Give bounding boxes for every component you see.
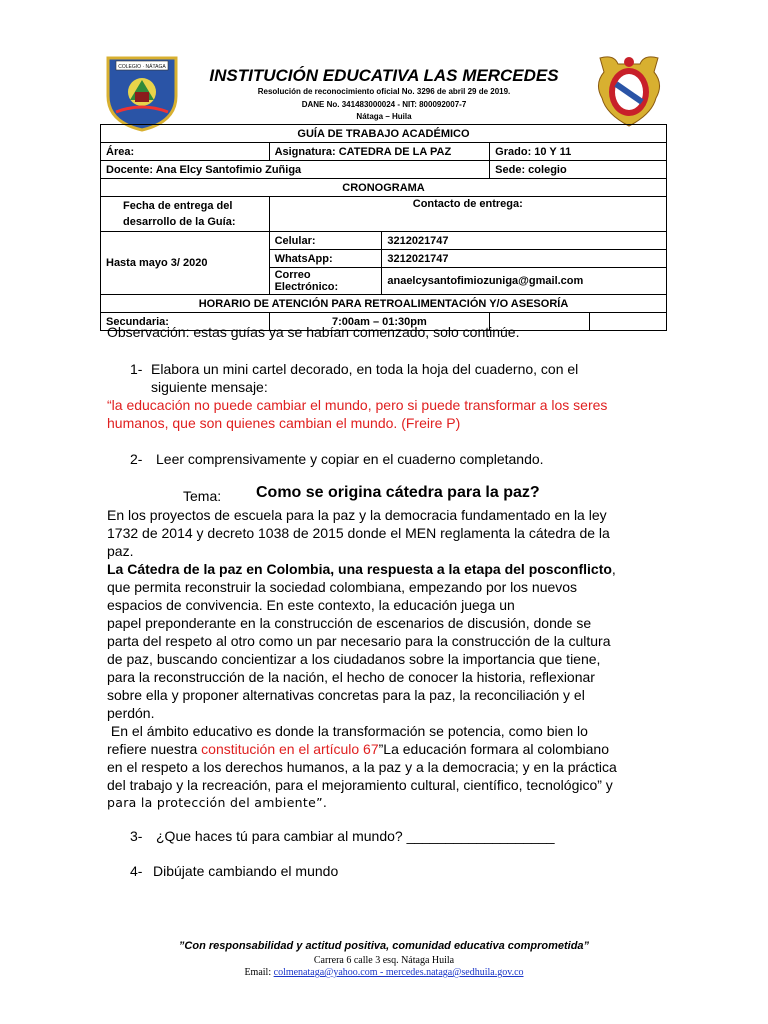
text-line: para la reconstrucción de la nación, el hecho de conocer la historia, reflexionar bbox=[107, 669, 595, 685]
text-line bbox=[107, 560, 653, 578]
deadline-cell: Hasta mayo 3/ 2020 bbox=[101, 232, 270, 295]
quote-line: humanos, que son quienes cambian el mundo. (Freire P) bbox=[107, 415, 461, 431]
item-4-number: 4- bbox=[130, 863, 143, 879]
subject-cell: Asignatura: CATEDRA DE LA PAZ bbox=[269, 143, 490, 161]
guide-info-table bbox=[100, 124, 667, 331]
footer-email-label: Email: bbox=[244, 967, 274, 978]
level-cell: Secundaria: bbox=[101, 313, 270, 331]
table-row bbox=[101, 125, 667, 143]
text-line: perdón. bbox=[107, 705, 155, 721]
item-1-line: siguiente mensaje: bbox=[151, 379, 268, 395]
contact-label: Contacto de entrega: bbox=[269, 197, 666, 232]
table-row bbox=[101, 197, 667, 232]
tema-title: Como se origina cátedra para la paz? bbox=[256, 484, 540, 501]
text-span: ”La educación formara al colombiano bbox=[378, 741, 609, 757]
item-1-line: Elabora un mini cartel decorado, en toda la hoja del cuaderno, con el bbox=[151, 361, 579, 377]
table-row bbox=[101, 232, 667, 250]
text-line: del trabajo y la recreación, para el mejoramiento cultural, científico, tecnológico” y bbox=[107, 777, 613, 793]
text-line: sobre ella y proponer alternativas concretas para la paz, la reconciliación y el bbox=[107, 687, 585, 703]
text-line: que permita reconstruir la sociedad colombiana, empezando por los nuevos bbox=[107, 579, 578, 595]
text-line: paz. bbox=[107, 543, 134, 559]
institution-title: INSTITUCIÓN EDUCATIVA LAS MERCEDES bbox=[209, 66, 559, 85]
place-line: Nátaga – Huila bbox=[356, 112, 412, 121]
freire-quote bbox=[107, 396, 667, 432]
cell-label: Celular: bbox=[269, 232, 382, 250]
table-row bbox=[101, 143, 667, 161]
whatsapp-label: WhatsApp: bbox=[269, 250, 382, 268]
item-1-text bbox=[151, 360, 671, 396]
table-row bbox=[101, 179, 667, 197]
paragraph-2-heading: La Cátedra de la paz en Colombia, una respuesta a la etapa del posconflicto bbox=[107, 561, 612, 577]
text-line: para la protección del ambiente”. bbox=[107, 795, 328, 810]
logo-banner-text: COLEGIO · NÁTAGA bbox=[118, 64, 166, 70]
heading-comma: , bbox=[611, 561, 616, 577]
area-label: Área: bbox=[101, 143, 270, 161]
constitution-reference: constitución en el artículo 67 bbox=[201, 741, 379, 757]
footer-slogan: ”Con responsabilidad y actitud positiva, comunidad educativa comprometida” bbox=[178, 940, 590, 952]
footer-email-links[interactable]: colmenataga@yahoo.com - mercedes.nataga@sedhuila.gov.co bbox=[273, 967, 524, 978]
text-line: de paz, buscando concientizar a los ciudadanos sobre la importancia que tiene, bbox=[107, 651, 601, 667]
quote-line: “la educación no puede cambiar el mundo, pero si puede transformar a los seres bbox=[107, 397, 608, 413]
footer-address: Carrera 6 calle 3 esq. Nátaga Huila bbox=[313, 955, 455, 966]
delivery-date-label: Fecha de entrega del desarrollo de la Guía: bbox=[101, 197, 270, 232]
teacher-cell: Docente: Ana Elcy Santofimio Zuñiga bbox=[101, 161, 490, 179]
table-row bbox=[101, 295, 667, 313]
item-1-number: 1- bbox=[130, 361, 143, 377]
paragraph-1 bbox=[107, 506, 653, 812]
text-span: refiere nuestra bbox=[107, 741, 202, 757]
hours-title: HORARIO DE ATENCIÓN PARA RETROALIMENTACIÓN Y/O ASESORÍA bbox=[101, 295, 667, 313]
email-value: anaelcysantofimiozuniga@gmail.com bbox=[382, 268, 667, 295]
table-row bbox=[101, 161, 667, 179]
text-line: parta del respeto al otro como un par necesario para la construcción de la cultura bbox=[107, 633, 611, 649]
resolution-line: Resolución de reconocimiento oficial No. 3296 de abril 29 de 2019. bbox=[257, 87, 511, 96]
item-3-text: ¿Que haces tú para cambiar al mundo? ___________________ bbox=[156, 828, 555, 844]
text-line: espacios de convivencia. En este contexto, la educación juega un bbox=[107, 597, 515, 613]
text-line: papel preponderante en la construcción de escenarios de discusión, donde se bbox=[107, 615, 592, 631]
dane-line: DANE No. 341483000024 - NIT: 800092007-7 bbox=[301, 100, 467, 109]
text-line bbox=[107, 740, 653, 758]
item-3-number: 3- bbox=[130, 828, 143, 844]
text-line: 1732 de 2014 y decreto 1038 de 2015 donde el MEN reglamenta la cátedra de la bbox=[107, 525, 610, 541]
item-2-text: Leer comprensivamente y copiar en el cuaderno completando. bbox=[156, 451, 544, 467]
text-line: En el ámbito educativo es donde la transformación se potencia, como bien lo bbox=[107, 723, 588, 739]
observation-text: Observación: estas guías ya se habían comenzado, solo continúe. bbox=[107, 324, 520, 340]
schedule-title: CRONOGRAMA bbox=[101, 179, 667, 197]
footer-email-line bbox=[0, 967, 768, 978]
item-4-text: Dibújate cambiando el mundo bbox=[153, 863, 339, 879]
site-cell: Sede: colegio bbox=[490, 161, 667, 179]
email-label: Correo Electrónico: bbox=[269, 268, 382, 295]
tema-label: Tema: bbox=[183, 488, 222, 504]
whatsapp-value: 3212021747 bbox=[382, 250, 667, 268]
text-line: en el respeto a los derechos humanos, a la paz y a la democracia; y en la práctica bbox=[107, 759, 617, 775]
grade-cell: Grado: 10 Y 11 bbox=[490, 143, 667, 161]
item-2-number: 2- bbox=[130, 451, 143, 467]
guide-title: GUÍA DE TRABAJO ACADÉMICO bbox=[101, 125, 667, 143]
hours-cell: 7:00am – 01:30pm bbox=[269, 313, 490, 331]
cell-value: 3212021747 bbox=[382, 232, 667, 250]
text-line: En los proyectos de escuela para la paz y la democracia fundamentado en la ley bbox=[107, 507, 607, 523]
